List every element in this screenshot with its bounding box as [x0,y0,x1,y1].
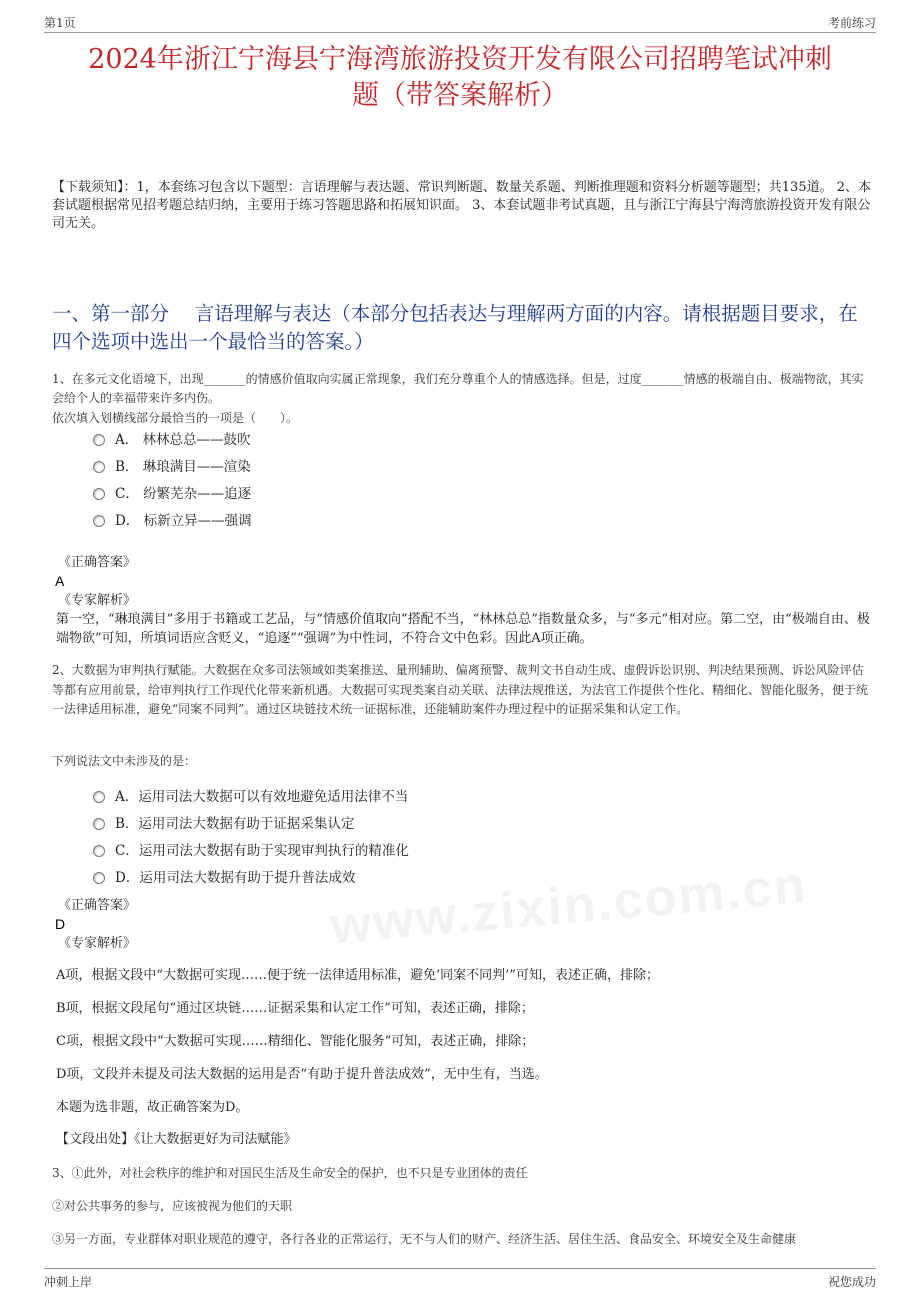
q1-option-b-label: B． 琳琅满目——渲染 [115,459,251,475]
radio-icon[interactable] [93,434,105,446]
q2-analysis-label: 《专家解析》 [58,936,137,951]
q2-analysis-a: A项，根据文段中“大数据可实现……便于统一法律适用标准，避免‘同案不同判’”可知，表述正确，排除； [56,968,659,983]
footer-left: 冲刺上岸 [44,1275,93,1289]
q1-stem: 1、在多元文化语境下，出现_______的情感价值取向实属正常现象，我们充分尊重个人的情感选择。但是，过度_______情感的极端自由、极端物欲，其实会给个人的幸福带来许多内伤。 [52,372,864,405]
q2-option-c[interactable] [93,842,409,860]
q2-analysis-conclusion: 本题为选非题，故正确答案为D。 [56,1100,249,1115]
q3-line-1: 3、①此外，对社会秩序的维护和对国民生活及生命安全的保护，也不只是专业团体的责任 [52,1166,528,1180]
radio-icon[interactable] [93,461,105,473]
document-title [40,42,880,114]
q1-answer-label: 《正确答案》 [58,555,137,570]
q2-option-c-label: C．运用司法大数据有助于实现审判执行的精准化 [115,843,409,859]
q1-option-b[interactable] [93,458,251,476]
q2-option-d[interactable] [93,869,355,887]
radio-icon[interactable] [93,818,105,830]
page-number: 第1页 [44,16,76,30]
q1-option-c-label: C． 纷繁芜杂——追逐 [115,486,252,502]
q2-analysis-d: D项，文段并未提及司法大数据的运用是否“有助于提升普法成效”，无中生有，当选。 [56,1067,548,1082]
q2-analysis-c: C项，根据文段中“大数据可实现……精细化、智能化服务”可知，表述正确，排除； [56,1034,535,1049]
q1-analysis: 第一空，“琳琅满目”多用于书籍或工艺品，与“情感价值取向”搭配不当，“林林总总”指数量众多，与“多元”相对应。第二空，由“极端自由、极端物欲”可知，所填词语应含贬义，“追逐”“强调”为中性词，不符合文中色彩。因此A项正确。 [56,612,870,646]
radio-icon[interactable] [93,872,105,884]
header-tag: 考前练习 [827,16,876,30]
q1-answer: A [55,573,65,589]
radio-icon[interactable] [93,791,105,803]
q2-option-b-label: B．运用司法大数据有助于证据采集认定 [115,816,355,832]
page-footer [44,1268,876,1289]
q1-option-a-label: A． 林林总总——鼓吹 [115,432,251,448]
q1-instruction: 依次填入划横线部分最恰当的一项是（ ）。 [52,411,299,425]
q2-stem: 2、大数据为审判执行赋能。大数据在众多司法领域如类案推送、量刑辅助、偏离预警、裁判文书自动生成、虚假诉讼识别、判决结果预测、诉讼风险评估等都有应用前景，给审判执行工作现代化带来新机遇。大数据可实现类案自动关联、法律法规推送，为法官工作提供个性化、精细化、智能化服务，便于统一法律适用标准，避免“同案不同判”。通过区块链技术统一证据标准，还能辅助案件办理过程中的证据采集和认定工作。 [52,663,869,716]
q1-analysis-label: 《专家解析》 [58,593,137,608]
q1-option-c[interactable] [93,485,251,503]
q2-instruction: 下列说法文中未涉及的是： [52,754,197,768]
q1-option-d[interactable] [93,512,252,530]
q2-option-a[interactable] [93,788,408,806]
section-title: 一、第一部分 言语理解与表达（本部分包括表达与理解两方面的内容。请根据题目要求，在四个选项中选出一个最恰当的答案。） [52,302,858,353]
q2-option-b[interactable] [93,815,354,833]
radio-icon[interactable] [93,845,105,857]
radio-icon[interactable] [93,488,105,500]
title-line-2: 题（带答案解析） [352,80,568,111]
q3-line-3: ③另一方面，专业群体对职业规范的遵守，各行各业的正常运行，无不与人们的财产、经济生活、居住生活、食品安全、环境安全及生命健康 [52,1232,797,1246]
q2-option-d-label: D．运用司法大数据有助于提升普法成效 [115,870,356,886]
q1-option-a[interactable] [93,431,251,449]
watermark: www.zixin.com.cn [328,856,810,956]
download-notice: 【下载须知】：1，本套练习包含以下题型：言语理解与表达题、常识判断题、数量关系题、判断推理题和资料分析题等题型；共135道。 2、本套试题根据常见招考题总结归纳，主要用于练习答题思路和拓展知识面。 3、本套试题非考试真题，且与浙江宁海县宁海湾旅游投资开发有限公司无关。 [52,180,871,231]
footer-right: 祝您成功 [827,1275,876,1289]
title-line-1: 2024年浙江宁海县宁海湾旅游投资开发有限公司招聘笔试冲刺 [88,44,832,75]
q2-analysis-b: B项，根据文段尾句“通过区块链……证据采集和认定工作”可知，表述正确，排除； [56,1001,534,1016]
q2-option-a-label: A．运用司法大数据可以有效地避免适用法律不当 [115,789,409,805]
q2-answer: D [55,916,66,932]
q2-source: 【文段出处】《让大数据更好为司法赋能》 [56,1132,297,1147]
radio-icon[interactable] [93,515,105,527]
q2-answer-label: 《正确答案》 [58,898,137,913]
q1-option-d-label: D． 标新立异——强调 [115,513,252,529]
q3-line-2: ②对公共事务的参与，应该被视为他们的天职 [52,1199,293,1213]
page-header [44,12,876,33]
